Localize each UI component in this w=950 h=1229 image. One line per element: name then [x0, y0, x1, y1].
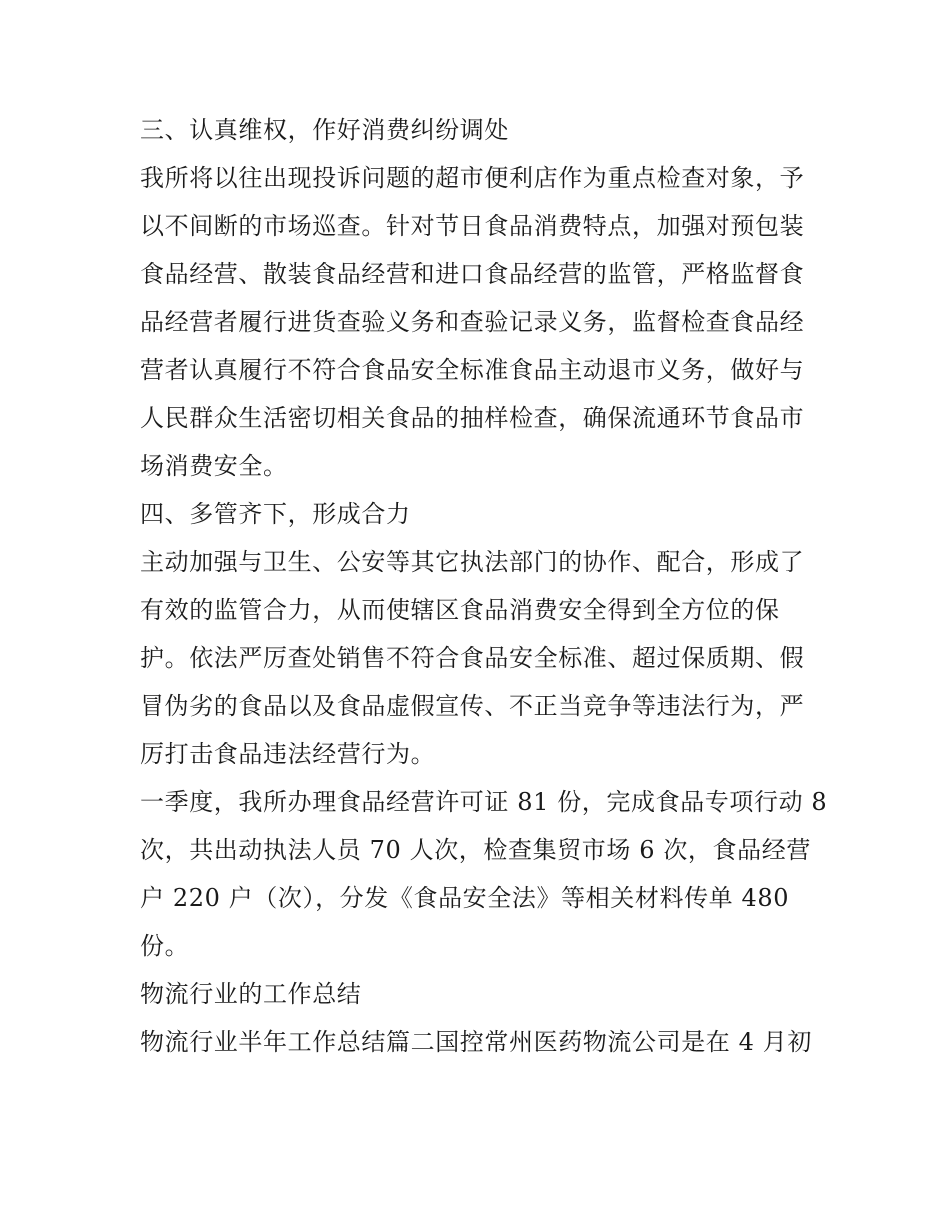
paragraph-line: 食品经营、散装食品经营和进口食品经营的监管，严格监督食 — [140, 260, 805, 288]
paragraph-line: 冒伪劣的食品以及食品虚假宣传、不正当竞争等违法行为，严 — [140, 692, 805, 720]
paragraph-line: 有效的监管合力，从而使辖区食品消费安全得到全方位的保 — [140, 596, 780, 624]
paragraph-line: 次，共出动执法人员 70 人次，检查集贸市场 6 次，食品经营 — [140, 836, 811, 864]
document-page — [140, 106, 830, 1066]
paragraph-line: 户 220 户（次），分发《食品安全法》等相关材料传单 480 — [140, 884, 790, 912]
section-heading-3: 三、认真维权，作好消费纠纷调处 — [140, 116, 509, 144]
paragraph-line: 一季度，我所办理食品经营许可证 81 份，完成食品专项行动 8 — [140, 788, 828, 816]
section-heading-4: 四、多管齐下，形成合力 — [140, 500, 411, 528]
paragraph-line: 物流行业半年工作总结篇二国控常州医药物流公司是在 4 月初 — [140, 1028, 812, 1056]
paragraph-line: 以不间断的市场巡查。针对节日食品消费特点，加强对预包装 — [140, 212, 805, 240]
paragraph-line: 护。依法严厉查处销售不符合食品安全标准、超过保质期、假 — [140, 644, 805, 672]
paragraph-line: 份。 — [140, 932, 190, 960]
paragraph-line: 场消费安全。 — [140, 452, 288, 480]
document-subtitle: 物流行业的工作总结 — [140, 980, 362, 1008]
paragraph-line: 我所将以往出现投诉问题的超市便利店作为重点检查对象，予 — [140, 164, 805, 192]
paragraph-line: 人民群众生活密切相关食品的抽样检查，确保流通环节食品市 — [140, 404, 805, 432]
paragraph-line: 营者认真履行不符合食品安全标准食品主动退市义务，做好与 — [140, 356, 805, 384]
paragraph-line: 厉打击食品违法经营行为。 — [140, 740, 436, 768]
paragraph-line: 品经营者履行进货查验义务和查验记录义务，监督检查食品经 — [140, 308, 805, 336]
paragraph-line: 主动加强与卫生、公安等其它执法部门的协作、配合，形成了 — [140, 548, 805, 576]
